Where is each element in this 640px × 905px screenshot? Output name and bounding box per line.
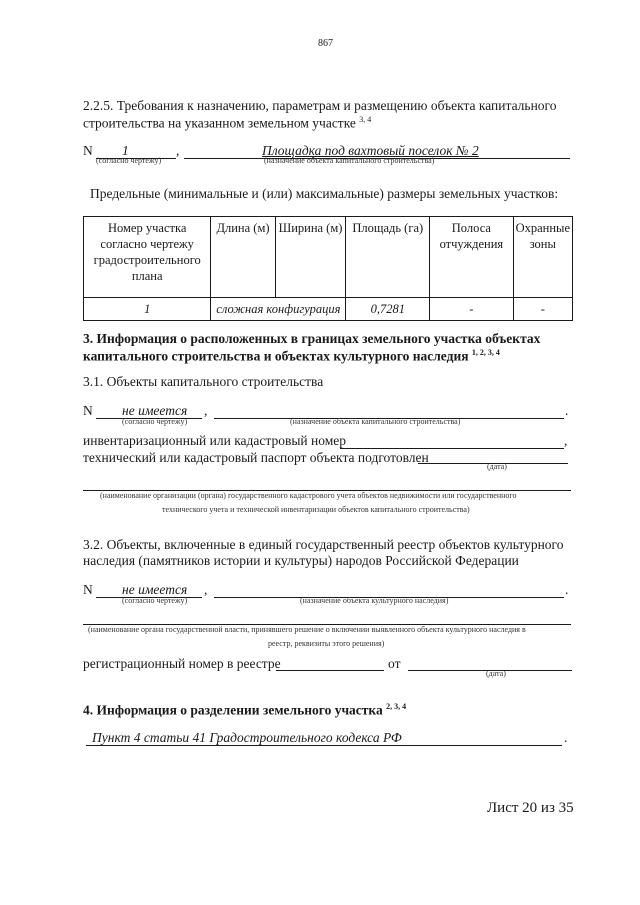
end-dot: . (564, 730, 568, 745)
comma: , (176, 143, 180, 158)
registry-number-underline (276, 670, 384, 671)
table-cell: 0,7281 (346, 298, 430, 321)
section-2-2-5-title-line1: 2.2.5. Требования к назначению, параметрам и размещению объекта капитального (83, 98, 557, 113)
heritage-objects-caption: (согласно чертежу) (122, 596, 188, 605)
table-cell: - (513, 298, 572, 321)
section-3-2-title-line1: 3.2. Объекты, включенные в единый государственный реестр объектов культурного (83, 537, 564, 552)
objects-value: не имеется (122, 403, 188, 418)
authority-caption-line1: (наименование органа государственной власти, принявшего решение о включении выявленного объекта культурного наследия в (88, 625, 526, 634)
section-3-title-line1: 3. Информация о расположенных в границах земельного участка объектах (83, 331, 541, 346)
table-header-cell: Длина (м) (211, 217, 275, 298)
inventory-underline (340, 448, 564, 449)
table-cell: - (430, 298, 513, 321)
table-header-cell: Полоса отчуждения (430, 217, 513, 298)
table-cell: сложная конфигурация (211, 298, 346, 321)
table-header-row (84, 217, 573, 298)
organization-caption-line2: технического учета и технической инвентаризации объектов капитального строительства) (162, 505, 470, 514)
table-header-cell: Охранные зоны (513, 217, 572, 298)
comma: , (204, 403, 208, 418)
plot-number-caption: (согласно чертежу) (96, 156, 162, 165)
object-purpose-caption: (назначение объекта капитального строительства) (264, 156, 435, 165)
table-row (84, 298, 573, 321)
table-header-cell: Ширина (м) (275, 217, 346, 298)
section-4-title (83, 702, 406, 719)
table-header-cell: Номер участка согласно чертежу градостроительного плана (84, 217, 211, 298)
section-3-title-text: капитального строительства и объектах культурного наследия (83, 348, 469, 364)
organization-caption-line1: (наименование организации (органа) государственного кадастрового учета объектов недвижимости или государственного (100, 491, 517, 500)
section-4-title-text: 4. Информация о разделении земельного участка (83, 702, 383, 718)
page-number: 867 (318, 38, 333, 49)
from-label: от (388, 656, 401, 671)
footnote-ref: 1, 2, 3, 4 (471, 348, 500, 357)
footnote-ref: 3, 4 (359, 115, 372, 124)
section-2-2-5-title-text: строительства на указанном земельном участке (83, 115, 356, 131)
passport-label: технический или кадастровый паспорт объекта подготовлен (83, 450, 429, 465)
end-dot: . (565, 403, 569, 418)
n-label: N (83, 403, 93, 418)
section-3-2-title-line2: наследия (памятников истории и культуры) народов Российской Федерации (83, 553, 519, 568)
footnote-ref: 2, 3, 4 (386, 702, 407, 711)
comma: , (204, 582, 208, 597)
table-header-cell: Площадь (га) (346, 217, 430, 298)
object-purpose-value: Площадка под вахтовый поселок № 2 (262, 143, 479, 158)
registry-label: регистрационный номер в реестре (83, 656, 281, 671)
section-3-1-title: 3.1. Объекты капитального строительства (83, 374, 324, 389)
n-label: N (83, 143, 93, 158)
land-division-value: Пункт 4 статьи 41 Градостроительного кодекса РФ (92, 730, 402, 745)
plot-size-table (83, 216, 573, 321)
date-caption: (дата) (486, 669, 506, 678)
plot-number-value: 1 (122, 143, 129, 158)
sheet-counter: Лист 20 из 35 (487, 800, 574, 816)
objects-caption: (согласно чертежу) (122, 417, 188, 426)
n-label: N (83, 582, 93, 597)
inventory-end: , (564, 433, 568, 448)
land-division-underline (86, 745, 562, 746)
limits-heading: Предельные (минимальные и (или) максимальные) размеры земельных участков: (90, 186, 559, 201)
heritage-purpose-caption: (назначение объекта культурного наследия) (300, 596, 449, 605)
purpose-caption: (назначение объекта капитального строительства) (290, 417, 461, 426)
inventory-label: инвентаризационный или кадастровый номер (83, 433, 347, 448)
date-caption: (дата) (487, 462, 507, 471)
section-2-2-5-title-line2 (83, 115, 371, 132)
table-cell: 1 (84, 298, 211, 321)
authority-caption-line2: реестр, реквизиты этого решения) (268, 639, 385, 648)
heritage-objects-value: не имеется (122, 582, 188, 597)
section-3-title-line2 (83, 348, 500, 365)
end-dot: . (565, 582, 569, 597)
